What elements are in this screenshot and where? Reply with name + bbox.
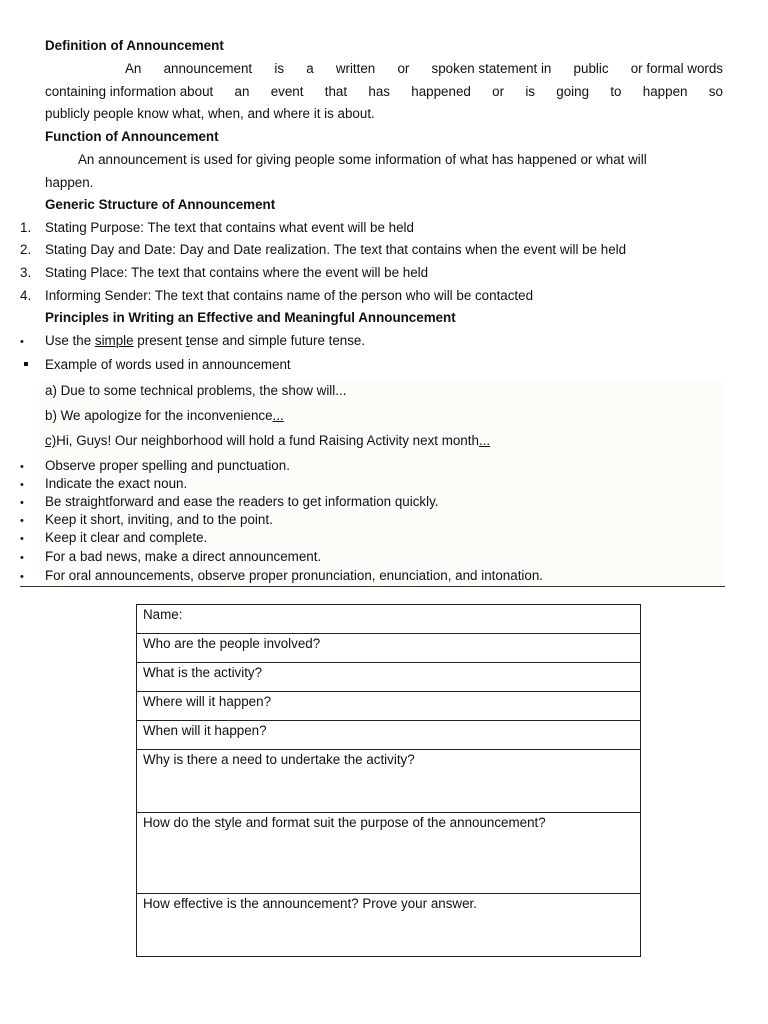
text: present [133,333,186,348]
principle-item: For oral announcements, observe proper pronunciation, enunciation, and intonation. [45,568,544,583]
word: public [573,61,609,76]
table-row [137,692,641,721]
word: has [368,84,390,99]
table-row [137,634,641,663]
structure-item: Stating Day and Date: Day and Date realization. The text that contains when the event will be held [45,242,627,257]
bullet-icon: • [20,571,24,583]
bullet-icon: • [20,533,24,545]
table-row [137,605,641,634]
word: to [610,84,622,99]
principles-heading: Principles in Writing an Effective and Meaningful Announcement [45,310,456,325]
underlined-text: ... [272,408,284,423]
text: Use the [45,333,95,348]
word: spoken statement in [431,61,552,76]
bullet-icon: • [20,515,24,527]
example-label: Example of words used in announcement [45,357,291,372]
table-row [137,813,641,894]
worksheet-cell-people[interactable]: Who are the people involved? [137,634,641,663]
word: is [274,61,285,76]
structure-heading: Generic Structure of Announcement [45,197,276,212]
word: going [556,84,590,99]
example-c [45,432,490,450]
bullet-icon: • [20,479,24,491]
bullet-icon: • [20,497,24,509]
worksheet-cell-style[interactable]: How do the style and format suit the purpose of the announcement? [137,813,641,894]
definition-line-1 [125,60,723,78]
worksheet-cell-when[interactable]: When will it happen? [137,721,641,750]
worksheet-cell-where[interactable]: Where will it happen? [137,692,641,721]
underlined-text: simple [94,333,134,348]
worksheet-cell-name[interactable]: Name: [137,605,641,634]
worksheet-cell-effective[interactable]: How effective is the announcement? Prove your answer. [137,894,641,957]
square-bullet-icon [24,362,28,366]
function-line-2: happen. [45,175,94,190]
underlined-text: c) [45,433,57,448]
definition-heading: Definition of Announcement [45,38,224,53]
principle-item: Keep it clear and complete. [45,530,208,545]
word: containing information about [45,84,214,99]
list-number: 2. [20,242,32,257]
word: is [525,84,535,99]
table-row [137,721,641,750]
principle-item: Keep it short, inviting, and to the point. [45,512,273,527]
worksheet-table [136,604,641,957]
definition-line-2 [45,83,723,101]
principle-item: Be straightforward and ease the readers to get information quickly. [45,494,439,509]
word: An [125,61,142,76]
word: a [306,61,314,76]
example-b [45,407,284,425]
underlined-text: ... [478,433,491,448]
word: announcement [163,61,253,76]
word: happen [642,84,688,99]
underlined-text: t [185,333,190,348]
word: an [234,84,250,99]
word: or [397,61,410,76]
principle-item: Indicate the exact noun. [45,476,188,491]
list-number: 4. [20,288,32,303]
bullet-icon: • [20,336,24,348]
text: Hi, Guys! Our neighborhood will hold a fund Raising Activity next month [56,433,479,448]
structure-item: Stating Place: The text that contains where the event will be held [45,265,429,280]
divider [20,586,725,587]
list-number: 1. [20,220,32,235]
table-row [137,894,641,957]
word: or formal words [630,61,723,76]
definition-line-3: publicly people know what, when, and where it is about. [45,106,375,121]
structure-item: Informing Sender: The text that contains name of the person who will be contacted [45,288,534,303]
bullet-icon: • [20,552,24,564]
function-line-1: An announcement is used for giving people some information of what has happened or what will [78,152,647,167]
bullet-icon: • [20,461,24,473]
worksheet-cell-activity[interactable]: What is the activity? [137,663,641,692]
word: event [270,84,304,99]
word: written [335,61,376,76]
text: b) We apologize for the inconvenience [45,408,273,423]
word: so [708,84,723,99]
principle-item: For a bad news, make a direct announcement. [45,549,322,564]
word: happened [411,84,471,99]
example-a: a) Due to some technical problems, the show will... [45,383,347,398]
structure-item: Stating Purpose: The text that contains what event will be held [45,220,414,235]
principle-item: Observe proper spelling and punctuation. [45,458,290,473]
worksheet-cell-need[interactable]: Why is there a need to undertake the activity? [137,750,641,813]
text: ense and simple future tense. [189,333,366,348]
principle-tense [45,332,365,350]
word: that [324,84,348,99]
word: or [492,84,505,99]
list-number: 3. [20,265,32,280]
table-row [137,663,641,692]
table-row [137,750,641,813]
function-heading: Function of Announcement [45,129,219,144]
